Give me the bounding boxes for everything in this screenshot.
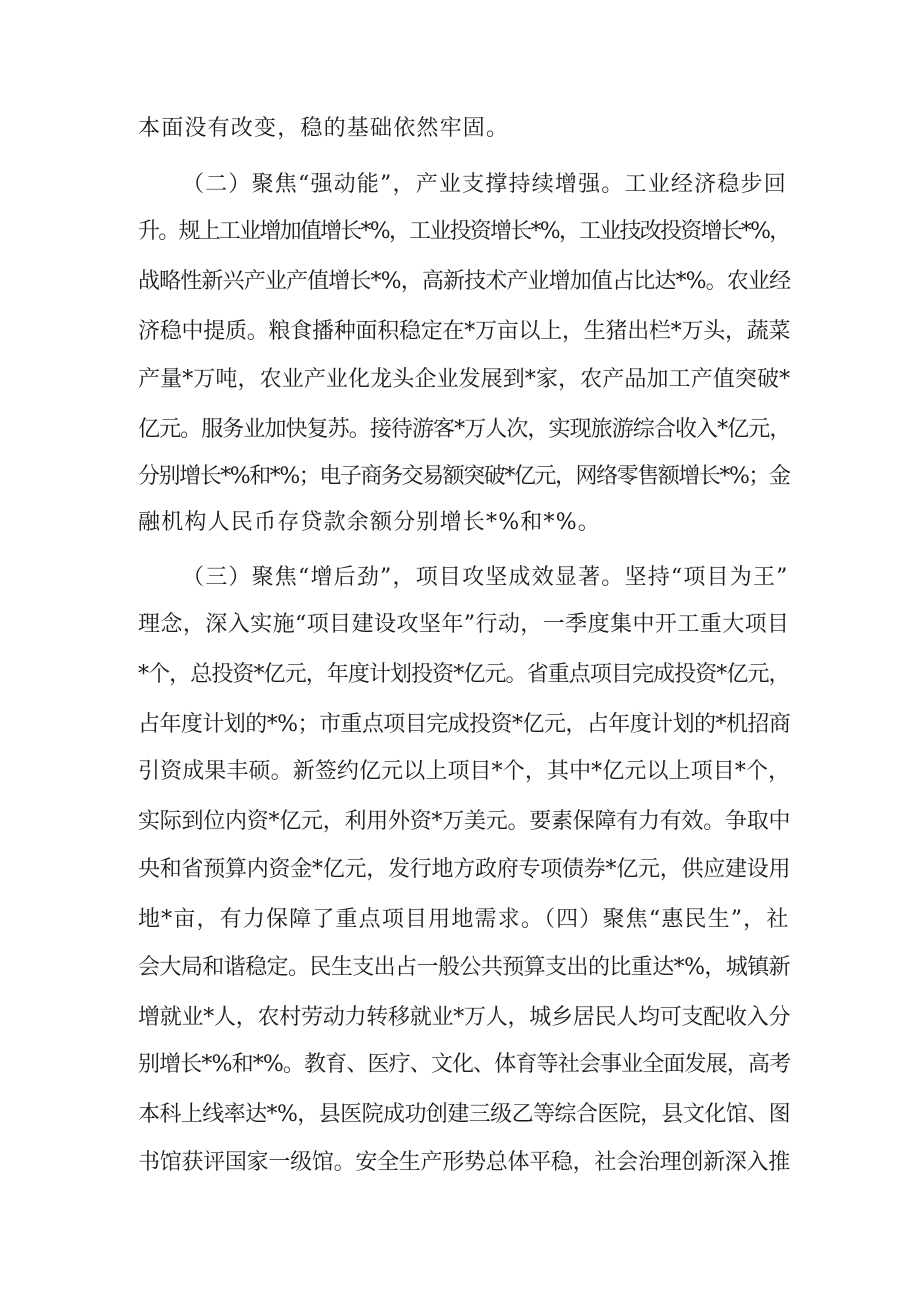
- text-line: 会大局和谐稳定。民生支出占一般公共预算支出的比重达*%，城镇新: [138, 955, 791, 980]
- text-line: 升。规上工业增加值增长*%，工业投资增长*%，工业技改投资增长*%，: [138, 219, 790, 244]
- section-heading-line: （二）聚焦“强动能”，产业支撑持续增强。工业经济稳步回: [182, 172, 787, 197]
- text-line: 实际到位内资*亿元，利用外资*万美元。要素保障有力有效。争取中: [138, 809, 791, 834]
- text-line: 央和省预算内资金*亿元，发行地方政府专项债券*亿元，供应建设用: [138, 857, 791, 882]
- text-line: 产量*万吨，农业产业化龙头企业发展到*家，农产品加工产值突破*: [138, 367, 791, 392]
- text-line: 地*亩，有力保障了重点项目用地需求。（四）聚焦“惠民生”，社: [138, 907, 790, 932]
- text-line: 融机构人民币存贷款余额分别增长*%和*%。: [138, 510, 602, 535]
- text-line: 济稳中提质。粮食播种面积稳定在*万亩以上，生猪出栏*万头，蔬菜: [138, 319, 791, 344]
- text-line: *个，总投资*亿元，年度计划投资*亿元。省重点项目完成投资*亿元，: [138, 662, 790, 687]
- text-line: 本科上线率达*%，县医院成功创建三级乙等综合医院，县文化馆、图: [138, 1102, 791, 1127]
- text-line: 占年度计划的*%；市重点项目完成投资*亿元，占年度计划的*机招商: [138, 712, 791, 737]
- text-line: 增就业*人，农村劳动力转移就业*万人，城乡居民人均可支配收入分: [138, 1005, 791, 1030]
- text-line: 亿元。服务业加快复苏。接待游客*万人次，实现旅游综合收入*亿元，: [138, 417, 791, 442]
- text-line: 分别增长*%和*%；电子商务交易额突破*亿元，网络零售额增长*%；金: [138, 464, 790, 489]
- text-line: 别增长*%和*%。教育、医疗、文化、体育等社会事业全面发展，高考: [138, 1052, 791, 1077]
- text-line: 书馆获评国家一级馆。安全生产形势总体平稳，社会治理创新深入推: [138, 1150, 791, 1175]
- text-line: 本面没有改变，稳的基础依然牢固。: [138, 116, 510, 141]
- text-line: 引资成果丰硕。新签约亿元以上项目*个，其中*亿元以上项目*个，: [138, 759, 791, 784]
- text-line: 理念，深入实施“项目建设攻坚年”行动，一季度集中开工重大项目: [138, 612, 790, 637]
- text-line: 战略性新兴产业产值增长*%，高新技术产业增加值占比达*%。农业经: [138, 269, 791, 294]
- section-heading-line: （三）聚焦“增后劲”，项目攻坚成效显著。坚持“项目为王”: [182, 565, 789, 590]
